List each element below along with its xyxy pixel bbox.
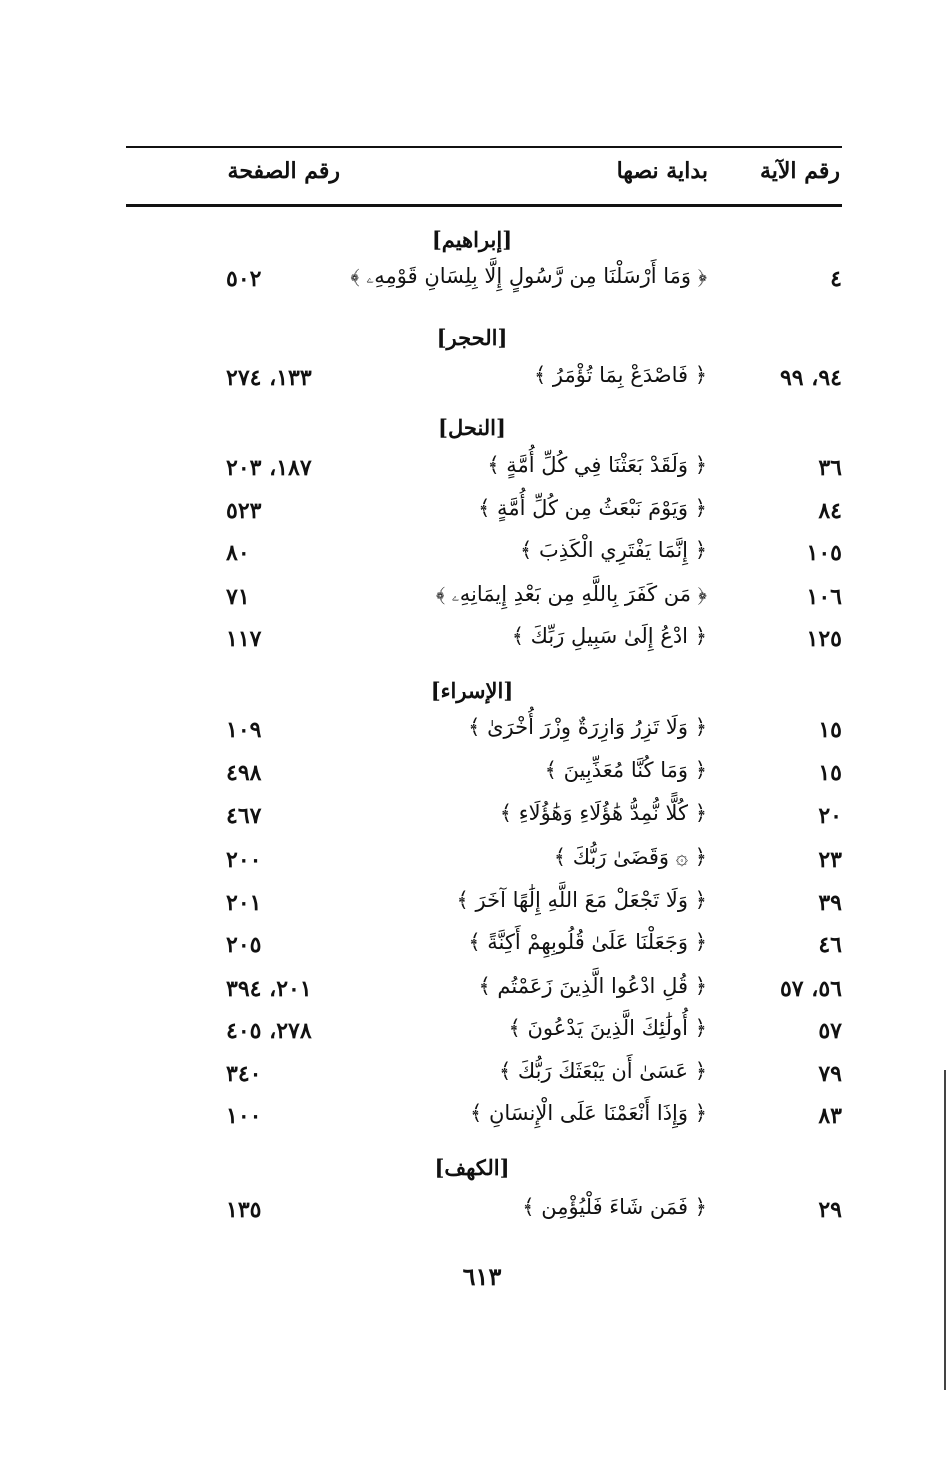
page-ref: ٢٠١ [226,890,262,916]
ayah-number: ٤٦ [818,932,842,958]
ayah-number: ١٢٥ [806,626,842,652]
page-ref: ٢٧٨، ٤٠٥ [226,1018,312,1044]
page-ref: ٤٩٨ [226,760,262,786]
ayah-number: ٥٧ [818,1018,842,1044]
verse-text: ﴿ وَمَا كُنَّا مُعَذِّبِينَ ﴾ [544,758,707,782]
verse-text: ﴿ وَيَوْمَ نَبْعَثُ مِن كُلِّ أُمَّةٍ ﴾ [478,496,707,520]
page-ref: ٢٠٥ [226,932,262,958]
verse-text: ﴿ ۞ وَقَضَىٰ رَبُّكَ ﴾ [553,845,707,869]
ayah-number: ١٠٥ [806,540,842,566]
page-ref: ١٠٩ [226,717,262,743]
verse-text: ﴿ وَمَا أَرْسَلْنَا مِن رَّسُولٍ إِلَّا بِلِسَانِ قَوْمِهِۦ ﴾ [350,264,707,288]
header-ayah-number: رقم الآية [759,158,840,184]
index-row [126,972,842,1012]
page-ref: ١٣٣، ٢٧٤ [226,365,312,391]
page-ref: ١٨٧، ٢٠٣ [226,455,312,481]
ayah-number: ٨٣ [818,1103,842,1129]
index-row [126,580,842,620]
verse-text: ﴿ فَمَن شَاءَ فَلْيُؤْمِن ﴾ [522,1195,707,1219]
header-page-number: رقم الصفحة [227,158,340,184]
ayah-number: ٢٣ [818,847,842,873]
ayah-number: ٣٦ [818,455,842,481]
index-row [126,886,842,926]
page-ref: ٧١ [226,584,250,610]
header-text-start: بداية نصها [616,158,708,184]
surah-heading: [الإسراء] [430,678,514,703]
top-rule [126,146,842,148]
verse-text: ﴿ وَلَا تَزِرُ وَازِرَةٌ وِزْرَ أُخْرَىٰ ﴾ [468,715,707,739]
index-row [126,536,842,576]
index-row [126,1014,842,1054]
page-ref: ٣٤٠ [226,1061,262,1087]
verse-text: ﴿ فَاصْدَعْ بِمَا تُؤْمَرُ ﴾ [533,363,707,387]
index-row [126,756,842,796]
verse-text: ﴿ وَجَعَلْنَا عَلَىٰ قُلُوبِهِمْ أَكِنَّةً ﴾ [468,930,707,954]
index-row [126,1193,842,1233]
page-number: ٦١٣ [462,1262,502,1291]
surah-heading: [إبراهيم] [431,227,513,252]
ayah-number: ٩٤، ٩٩ [779,365,842,391]
index-row [126,262,842,302]
ayah-number: ١٥ [818,760,842,786]
index-row [126,713,842,753]
page-ref: ٥٢٣ [226,498,262,524]
index-row [126,622,842,662]
ayah-number: ٨٤ [818,498,842,524]
surah-heading: [النحل] [438,415,506,440]
page-ref: ٥٠٢ [226,266,262,292]
verse-text: ﴿ مَن كَفَرَ بِاللَّهِ مِن بَعْدِ إِيمَانِهِۦ ﴾ [435,582,707,606]
verse-text: ﴿ إِنَّمَا يَفْتَرِي الْكَذِبَ ﴾ [520,538,707,562]
scan-edge [944,1070,946,1390]
index-row [126,451,842,491]
page-ref: ١١٧ [226,626,262,652]
ayah-number: ٢٠ [818,803,842,829]
ayah-number: ٢٩ [818,1197,842,1223]
verse-text: ﴿ أُولَٰئِكَ الَّذِينَ يَدْعُونَ ﴾ [508,1016,707,1040]
ayah-number: ٣٩ [818,890,842,916]
index-row [126,361,842,401]
verse-text: ﴿ قُلِ ادْعُوا الَّذِينَ زَعَمْتُم ﴾ [478,974,707,998]
ayah-number: ٧٩ [818,1061,842,1087]
ayah-number: ٥٦، ٥٧ [779,976,842,1002]
index-row [126,928,842,968]
header-rule [126,204,842,207]
ayah-number: ١٥ [818,717,842,743]
ayah-number: ١٠٦ [806,584,842,610]
surah-heading: [الكهف] [434,1155,510,1180]
page-ref: ٤٦٧ [226,803,262,829]
verse-text: ﴿ وَإِذَا أَنْعَمْنَا عَلَى الْإِنسَانِ ﴾ [469,1101,707,1125]
index-row [126,843,842,883]
index-row [126,494,842,534]
index-row [126,1057,842,1097]
verse-text: ﴿ وَلَا تَجْعَلْ مَعَ اللَّهِ إِلَٰهًا آخَرَ ﴾ [456,888,707,912]
index-row [126,799,842,839]
verse-text: ﴿ ادْعُ إِلَىٰ سَبِيلِ رَبِّكَ ﴾ [511,624,707,648]
verse-text: ﴿ وَلَقَدْ بَعَثْنَا فِي كُلِّ أُمَّةٍ ﴾ [487,453,707,477]
verse-text: ﴿ عَسَىٰ أَن يَبْعَثَكَ رَبُّكَ ﴾ [498,1059,707,1083]
page-ref: ١٣٥ [226,1197,262,1223]
index-row [126,1099,842,1139]
page-ref: ٢٠٠ [226,847,262,873]
page-ref: ٢٠١، ٣٩٤ [226,976,312,1002]
page-ref: ١٠٠ [226,1103,262,1129]
verse-text: ﴿ كُلًّا نُّمِدُّ هَٰؤُلَاءِ وَهَٰؤُلَاءِ ﴾ [499,801,707,825]
page-ref: ٨٠ [226,540,250,566]
ayah-number: ٤ [830,266,842,292]
surah-heading: [الحجر] [436,325,508,350]
